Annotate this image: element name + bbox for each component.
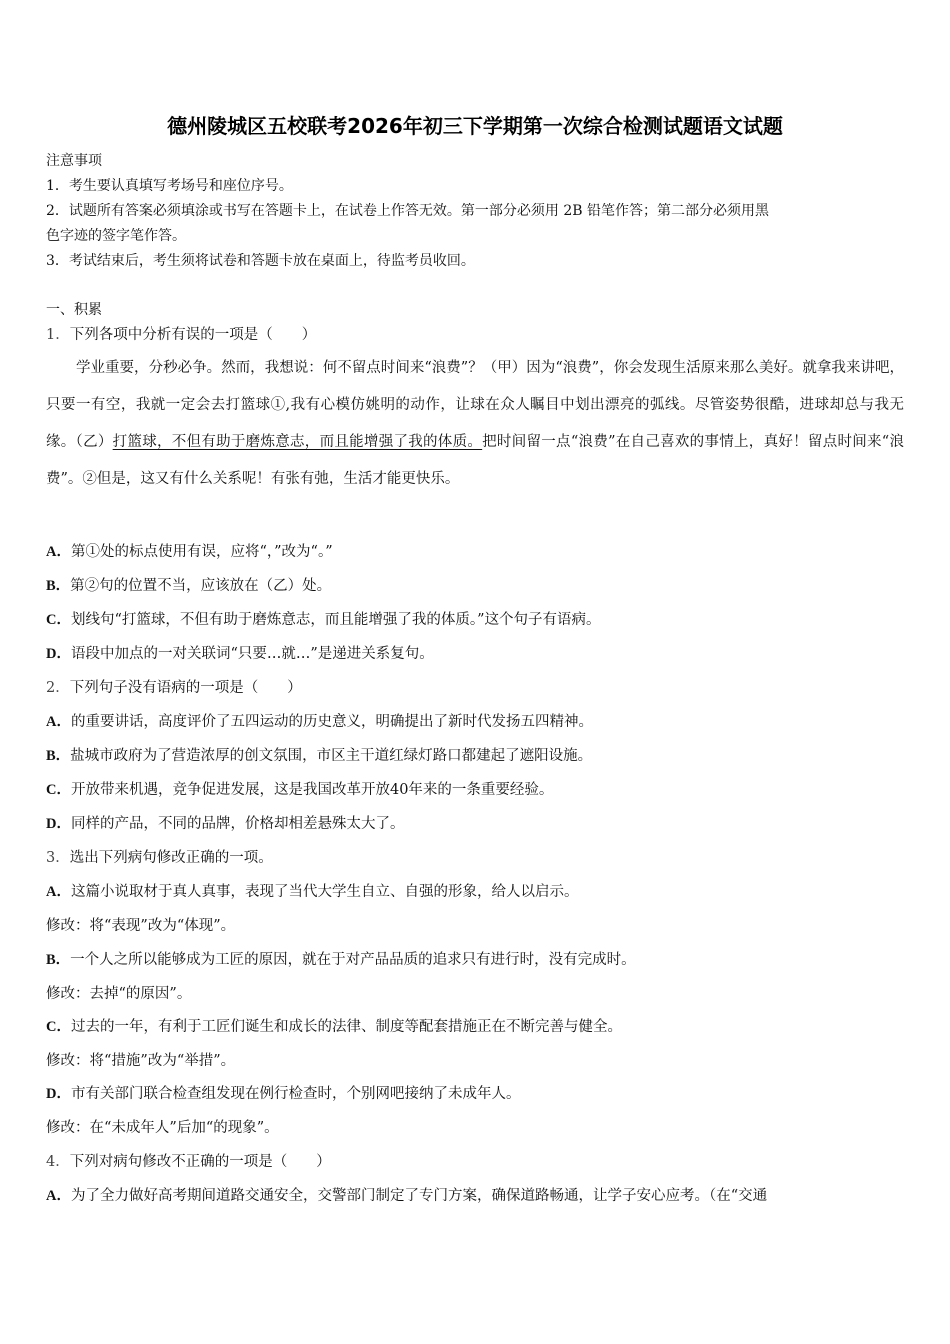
option-letter: A． (46, 714, 71, 730)
option-d (46, 1084, 906, 1104)
option-letter: A． (46, 1188, 71, 1204)
option-a (46, 712, 906, 732)
option-b (46, 576, 906, 596)
notice-item-2-cont: 色字迹的签字笔作答。 (46, 228, 186, 244)
option-d (46, 814, 906, 834)
option-letter: A． (46, 884, 71, 900)
option-c (46, 610, 906, 630)
passage-text: 把时间留一点“浪费”在自己喜欢的事情上，真好！留点时间来“浪费”。②但是，这又有什么关系呢！有张有弛，生活才能更快乐。 (46, 434, 905, 487)
question-text: 下列各项中分析有误的一项是（ ） (69, 327, 317, 343)
question-text: 下列句子没有语病的一项是（ ） (69, 680, 302, 696)
document-title: 德州陵城区五校联考2026年初三下学期第一次综合检测试题语文试题 (167, 114, 783, 138)
question-1-stem (46, 325, 906, 345)
passage-text: 学业重要，分秒必争。然而，我想说：何不留点时间来“浪费”？（甲）因为“浪费”，你会发现生活原来那么美好。就拿我来讲吧，只要一有空，我就一定会去打篮球①,我有心模仿姚明的动作，让球在众人瞩目中划出漂亮的弧线。尽管姿势很酷，进球却总与我无缘。（乙） (46, 360, 904, 450)
option-letter: C． (46, 1019, 71, 1035)
option-text: 过去的一年，有利于工匠们诞生和成长的法律、制度等配套措施正在不断完善与健全。 (70, 1019, 622, 1035)
notice-heading: 注意事项 (46, 153, 102, 169)
option-b-fix: 修改：去掉“的原因”。 (46, 986, 192, 1002)
question-number: 2． (46, 680, 70, 696)
question-number: 3． (46, 850, 70, 866)
option-letter: D． (46, 1086, 71, 1102)
option-c (46, 1017, 906, 1037)
option-letter: C． (46, 782, 71, 798)
option-letter: B． (46, 748, 71, 764)
notice-item-3: 3．考试结束后，考生须将试卷和答题卡放在桌面上，待监考员收回。 (46, 253, 475, 269)
option-text: 第②句的位置不当，应该放在（乙）处。 (70, 578, 332, 594)
option-letter: D． (46, 646, 71, 662)
option-text: 同样的产品，不同的品牌，价格却相差悬殊太大了。 (70, 816, 405, 832)
option-letter: B． (46, 952, 71, 968)
section-heading: 一、积累 (46, 302, 102, 318)
option-a-fix: 修改：将“表现”改为“体现”。 (46, 918, 236, 934)
option-a (46, 1186, 906, 1206)
option-text: 划线句“打篮球，不但有助于磨炼意志，而且能增强了我的体质。”这个句子有语病。 (70, 612, 601, 628)
underlined-sentence: 打篮球，不但有助于磨炼意志，而且能增强了我的体质。 (112, 434, 483, 450)
option-letter: A． (46, 544, 71, 560)
option-letter: B． (46, 578, 71, 594)
option-text: 开放带来机遇，竞争促进发展，这是我国改革开放40年来的一条重要经验。 (70, 782, 554, 798)
question-number: 1． (46, 327, 70, 343)
option-a (46, 542, 906, 562)
question-text: 选出下列病句修改正确的一项。 (69, 850, 273, 866)
option-text: 第①处的标点使用有误，应将“，”改为“。” (70, 544, 333, 560)
option-a (46, 882, 906, 902)
option-letter: D． (46, 816, 71, 832)
question-2-stem (46, 678, 906, 698)
option-c-fix: 修改：将“措施”改为“举措”。 (46, 1053, 236, 1069)
option-text: 盐城市政府为了营造浓厚的创文氛围，市区主干道红绿灯路口都建起了遮阳设施。 (70, 748, 593, 764)
option-b (46, 746, 906, 766)
option-d (46, 644, 906, 664)
option-text: 市有关部门联合检查组发现在例行检查时，个别网吧接纳了未成年人。 (70, 1086, 521, 1102)
option-text: 这篇小说取材于真人真事，表现了当代大学生自立、自强的形象，给人以启示。 (70, 884, 579, 900)
option-b (46, 950, 906, 970)
notice-item-2: 2．试题所有答案必须填涂或书写在答题卡上，在试卷上作答无效。第一部分必须用 2B 铅笔作答；第二部分必须用黑 (46, 203, 769, 219)
question-1-passage (46, 350, 904, 498)
question-4-stem (46, 1152, 906, 1172)
question-text: 下列对病句修改不正确的一项是（ ） (69, 1154, 331, 1170)
option-text: 一个人之所以能够成为工匠的原因，就在于对产品品质的追求只有进行时，没有完成时。 (70, 952, 636, 968)
option-text: 的重要讲话，高度评价了五四运动的历史意义，明确提出了新时代发扬五四精神。 (70, 714, 593, 730)
question-number: 4． (46, 1154, 70, 1170)
option-letter: C． (46, 612, 71, 628)
notice-item-1: 1．考生要认真填写考场号和座位序号。 (46, 178, 293, 194)
option-text: 为了全力做好高考期间道路交通安全，交警部门制定了专门方案，确保道路畅通，让学子安心应考。（在“交通 (70, 1188, 768, 1204)
option-text: 语段中加点的一对关联词“只要…就…”是递进关系复句。 (70, 646, 434, 662)
option-d-fix: 修改：在“未成年人”后加“的现象”。 (46, 1120, 279, 1136)
option-c (46, 780, 906, 800)
question-3-stem (46, 848, 906, 868)
